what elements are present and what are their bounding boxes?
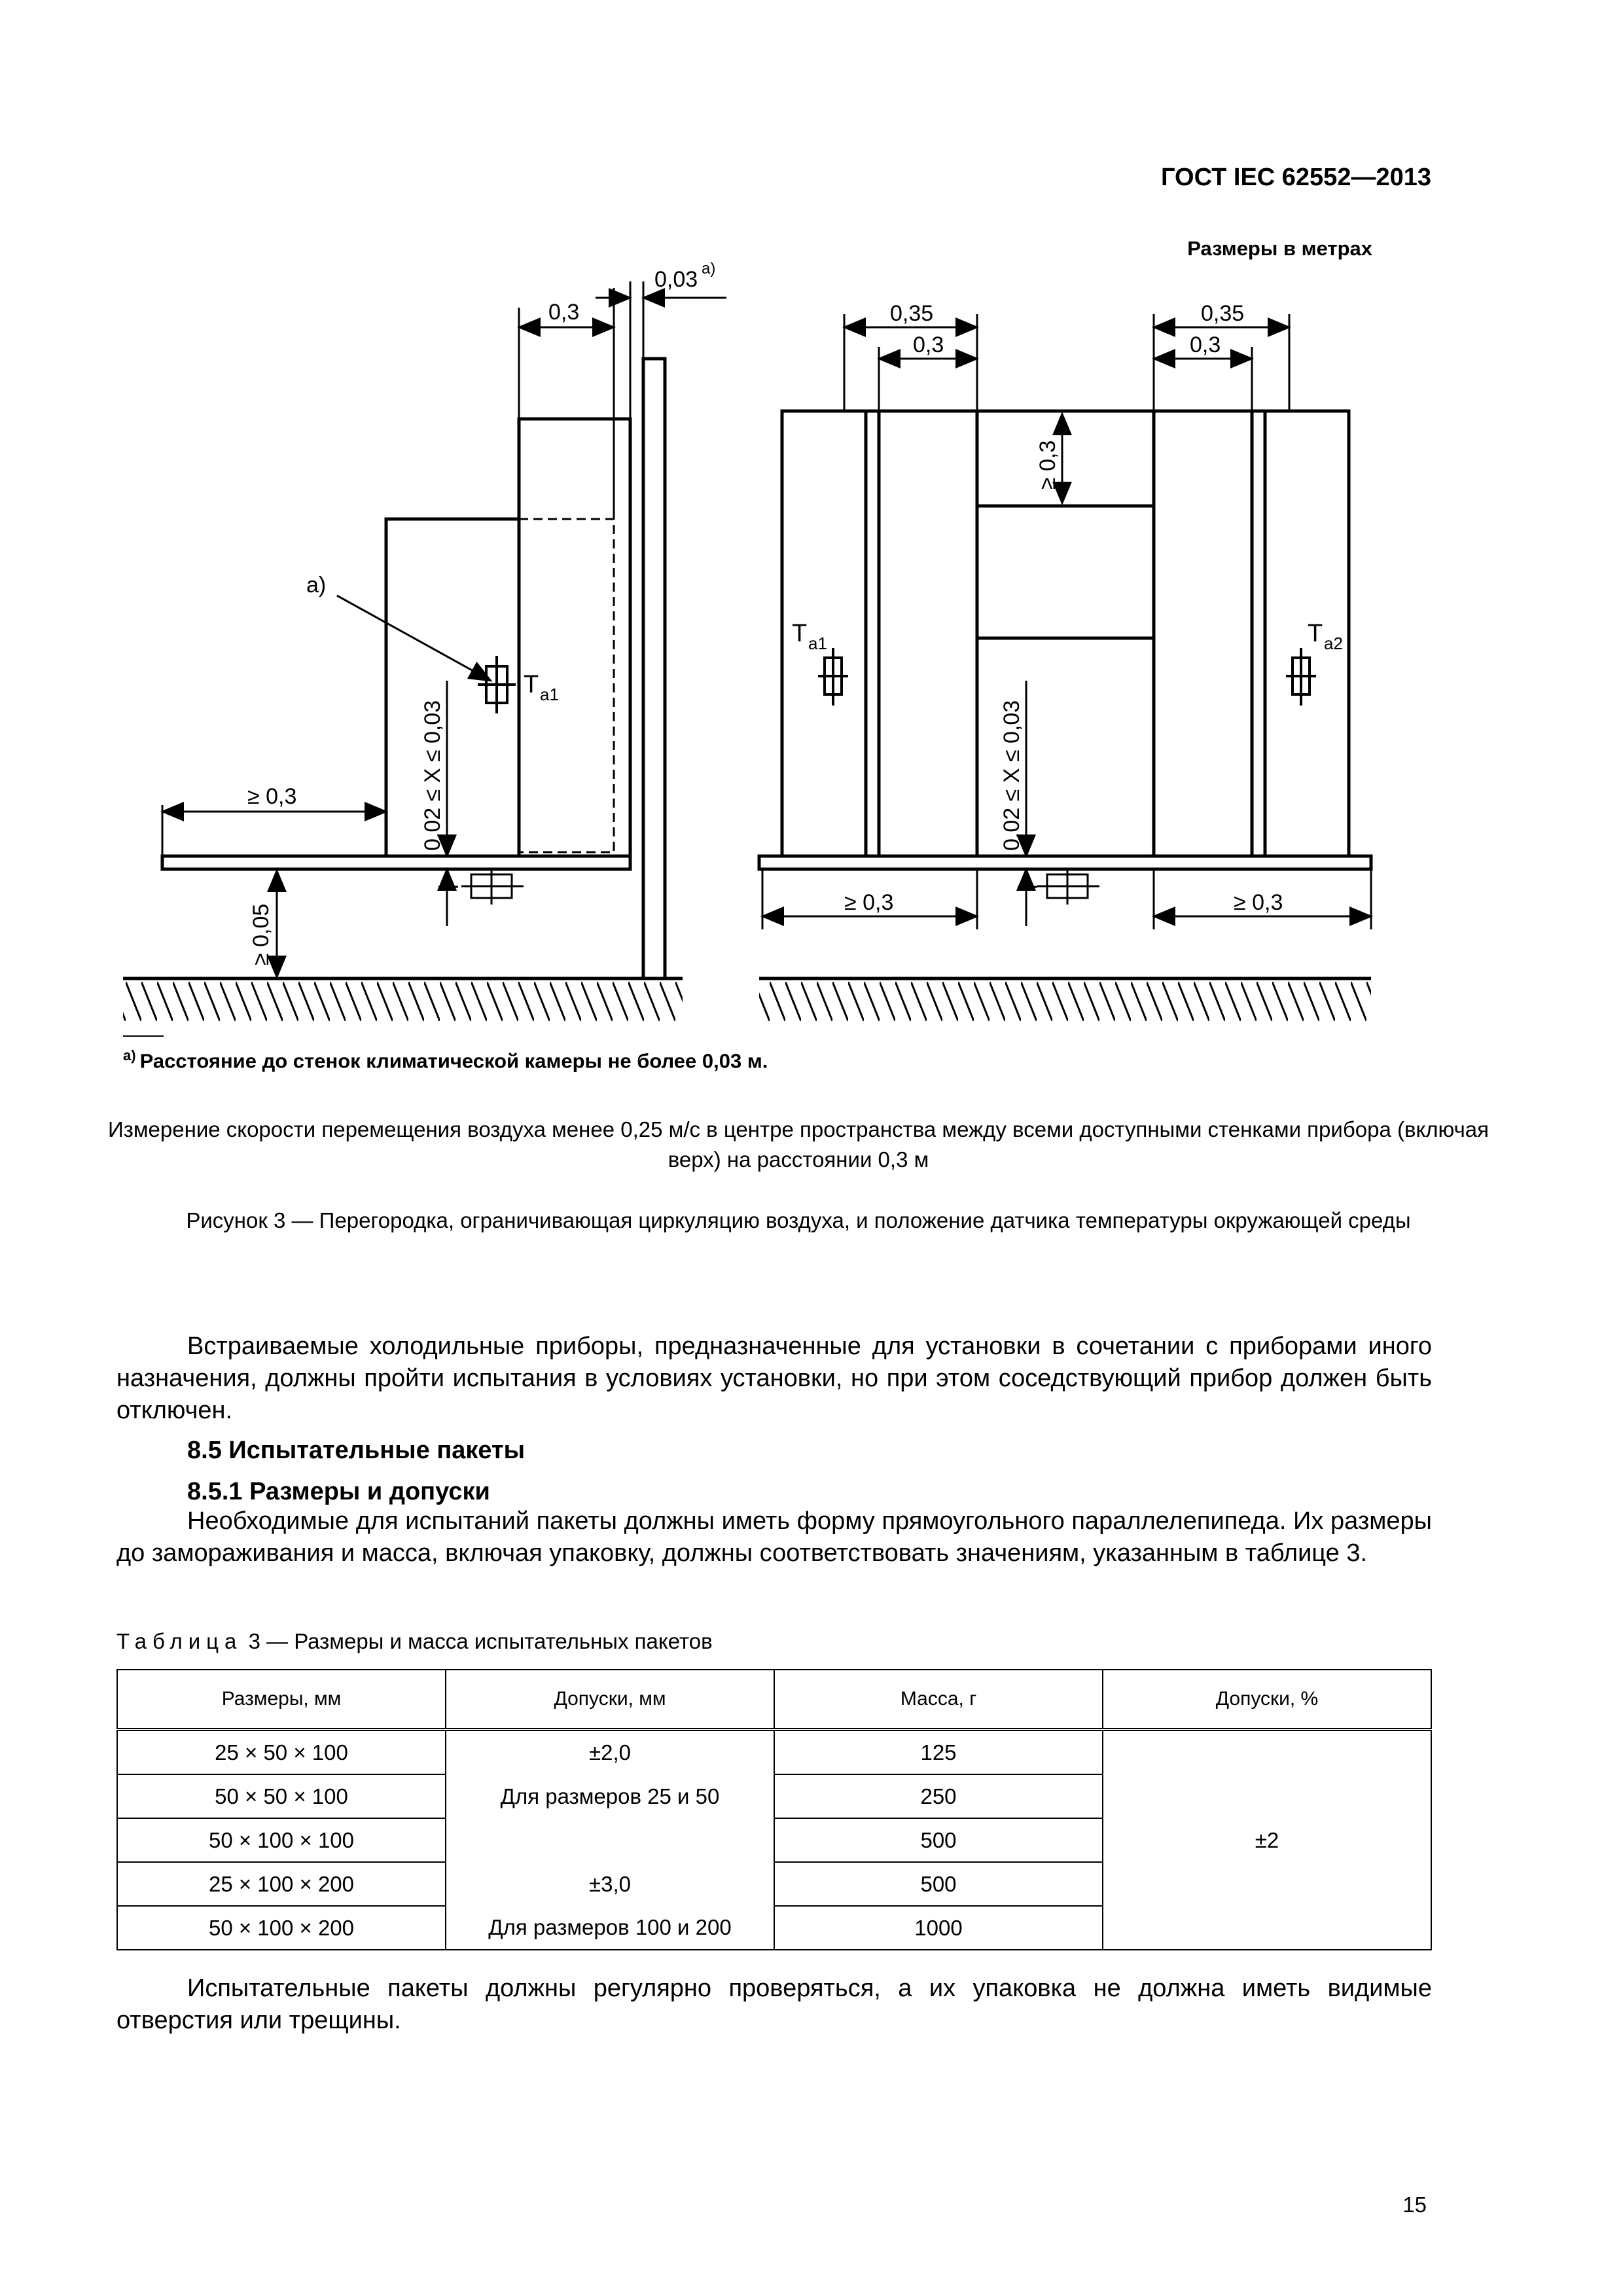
cell-tolerance: Для размеров 25 и 50 (446, 1774, 774, 1818)
cell-tolerance-pct: ±2 (1103, 1818, 1431, 1862)
table-row (117, 1774, 1431, 1818)
cell-size: 25 × 100 × 200 (117, 1862, 446, 1906)
figure-caption: Рисунок 3 — Перегородка, ограничивающая циркуляцию воздуха, и положение датчика температуры окружающей среды (186, 1208, 1411, 1232)
sensor-ta2-right (1286, 648, 1316, 706)
label-right-w1: 0,35 (890, 301, 934, 326)
label-right-w4: 0,3 (1190, 332, 1221, 357)
cell-tolerance: ±3,0 (446, 1862, 774, 1906)
cell-mass: 1000 (774, 1906, 1103, 1950)
cell-mass: 500 (774, 1862, 1103, 1906)
table-label: Таблица (116, 1629, 243, 1653)
paragraph-inspection: Испытательные пакеты должны регулярно проверяться, а их упаковка не должна иметь видимые отверстия или трещины. (116, 1975, 1432, 2034)
cell-size: 25 × 50 × 100 (117, 1730, 446, 1775)
cell-size: 50 × 100 × 200 (117, 1906, 446, 1950)
label-top-gap: ≥ 0,3 (1035, 440, 1060, 490)
footnote-text: Расстояние до стенок климатической камеры не более 0,03 м. (139, 1049, 768, 1073)
footnote-mark: а) (123, 1047, 136, 1064)
cell-tolerance: Для размеров 100 и 200 (446, 1906, 774, 1950)
cell-size: 50 × 50 × 100 (117, 1774, 446, 1818)
paragraph-test-packages: Необходимые для испытаний пакеты должны иметь форму прямоугольного параллелепипеда. Их размеры до замораживания и масса, включая упаковку, должны соответствовать значениям, указанным в таблице 3. (116, 1507, 1432, 1567)
label-x-range-right: 0,02 ≤ X ≤ 0,03 (999, 700, 1024, 851)
sensor-ta1-left (478, 656, 516, 713)
table-3 (116, 1669, 1432, 1950)
heading-8-5-1: 8.5.1 Размеры и допуски (187, 1478, 490, 1505)
table-row (117, 1862, 1431, 1906)
units-note: Размеры в метрах (1187, 237, 1372, 260)
cell-tolerance-pct (1103, 1862, 1431, 1906)
sensor-ta1-right (818, 648, 848, 706)
label-bottom-right: ≥ 0,3 (1234, 890, 1283, 915)
footnote-rule (123, 1035, 164, 1037)
cell-mass: 500 (774, 1818, 1103, 1862)
col-header-tolerance-mm: Допуски, мм (446, 1670, 774, 1730)
cell-size: 50 × 100 × 100 (117, 1818, 446, 1862)
leader-note-a (337, 596, 491, 681)
label-bottom-left: ≥ 0,3 (844, 890, 894, 915)
measure-note: Измерение скорости перемещения воздуха менее 0,25 м/с в центре пространства между всеми доступными стенками прибора (включая верх) на расстоянии 0,3 м (108, 1117, 1489, 1172)
label-right-w2: 0,3 (913, 332, 944, 357)
figure-3-diagram (0, 0, 1623, 1113)
label-x-range-left: 0,02 ≤ X ≤ 0,03 (420, 700, 445, 851)
cell-tolerance-pct (1103, 1774, 1431, 1818)
label-ta1-right-sub: a1 (808, 634, 827, 653)
label-gap-top: 0,03 (654, 267, 698, 292)
paragraph-built-in: Встраиваемые холодильные приборы, предназначенные для установки в сочетании с приборами иного назначения, должны пройти испытания в условиях установки, но при этом соседствующий прибор должен быть отключен. (116, 1333, 1432, 1424)
label-ta2-right: T (1308, 620, 1323, 647)
col-header-sizes: Размеры, мм (117, 1670, 446, 1730)
label-floor-gap: ≥ 0,05 (249, 903, 274, 965)
cell-tolerance-pct (1103, 1906, 1431, 1950)
left-view (123, 359, 683, 1021)
table-caption-text: 3 — Размеры и масса испытательных пакетов (248, 1629, 713, 1653)
cell-tolerance-pct (1103, 1730, 1431, 1775)
cell-tolerance (446, 1818, 774, 1862)
heading-8-5: 8.5 Испытательные пакеты (187, 1437, 526, 1464)
table-row (117, 1818, 1431, 1862)
cell-mass: 125 (774, 1730, 1103, 1775)
label-right-w3: 0,35 (1201, 301, 1245, 326)
page-number: 15 (1402, 2193, 1427, 2217)
table-row (117, 1730, 1431, 1775)
right-view (759, 411, 1371, 1021)
cell-tolerance: ±2,0 (446, 1730, 774, 1775)
label-side-gap: ≥ 0,3 (247, 784, 297, 809)
table-header-row (117, 1670, 1431, 1730)
table-row (117, 1906, 1431, 1950)
col-header-tolerance-pct: Допуски, % (1103, 1670, 1431, 1730)
label-left-width: 0,3 (548, 300, 580, 325)
standard-header: ГОСТ IEC 62552—2013 (1161, 164, 1431, 191)
col-header-mass: Масса, г (774, 1670, 1103, 1730)
label-ta2-right-sub: a2 (1324, 634, 1343, 653)
label-ta1-left: T (524, 671, 539, 698)
label-gap-top-sup: а) (702, 260, 716, 278)
table-caption (116, 1629, 713, 1654)
label-ta1-right: T (792, 620, 808, 647)
label-ta1-left-sub: a1 (540, 685, 559, 704)
label-note-a: а) (306, 573, 327, 598)
figure-footnote (123, 1047, 768, 1073)
cell-mass: 250 (774, 1774, 1103, 1818)
